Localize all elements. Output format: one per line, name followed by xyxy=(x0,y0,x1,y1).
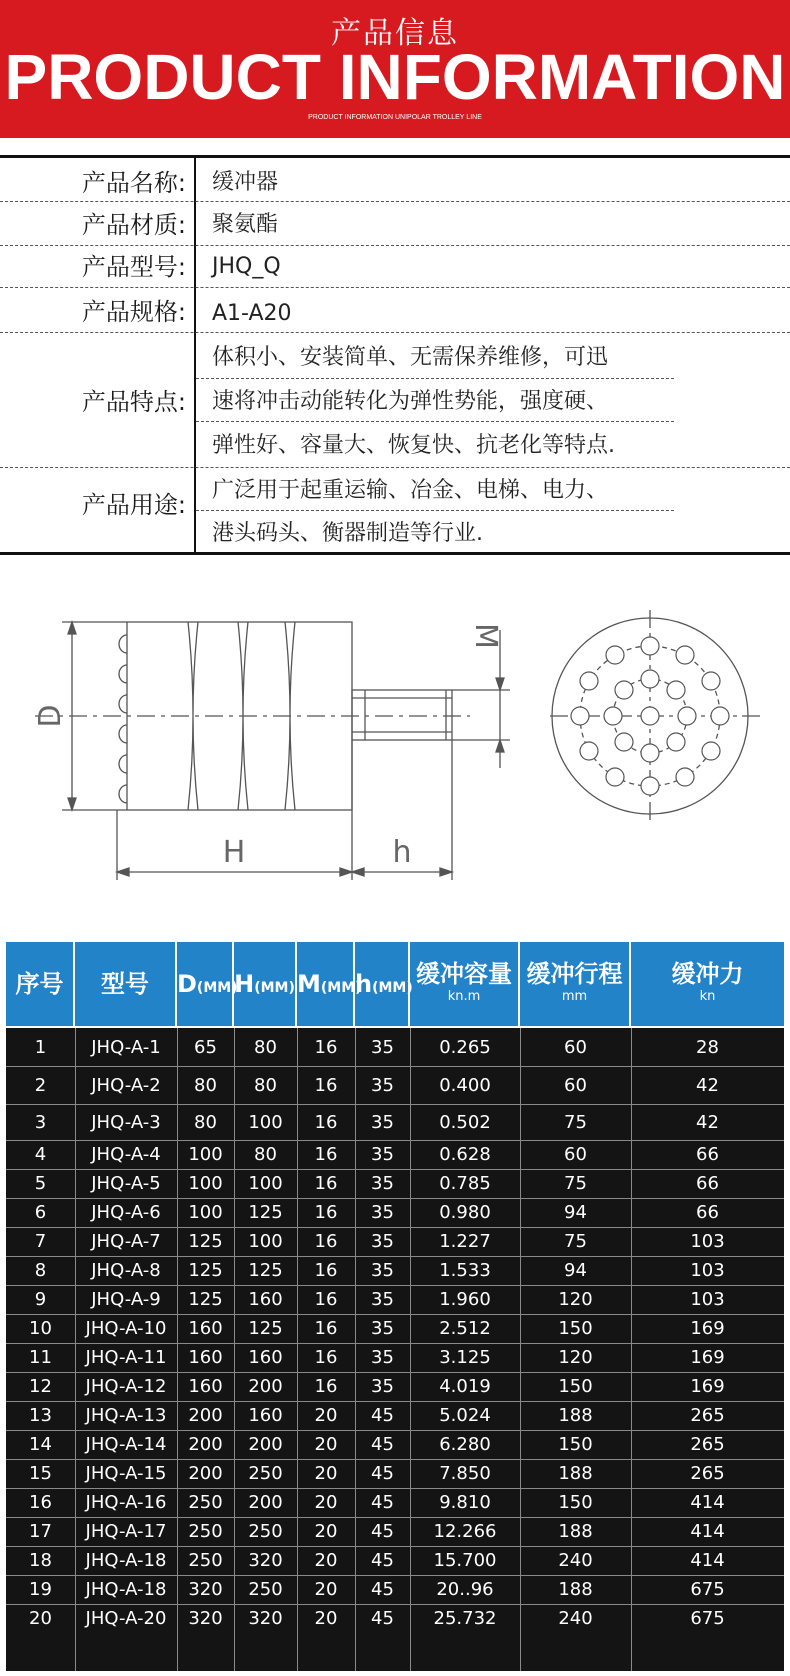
table-cell: 16 xyxy=(314,1376,338,1397)
table-cell: 20 xyxy=(314,1492,338,1513)
name-label: 产品名称: xyxy=(81,169,186,197)
table-row xyxy=(6,1256,784,1285)
column-header-label: M(MM) xyxy=(297,970,362,998)
table-cell: 9.810 xyxy=(439,1492,491,1513)
table-cell: 45 xyxy=(371,1608,394,1629)
table-cell: JHQ-A-20 xyxy=(85,1608,167,1629)
features-subline xyxy=(196,378,674,379)
table-cell: 7 xyxy=(34,1231,47,1252)
table-row xyxy=(6,1028,784,1066)
table-cell: JHQ-A-18 xyxy=(85,1550,167,1571)
table-cell: 94 xyxy=(564,1260,587,1281)
table-cell: 16 xyxy=(314,1036,338,1058)
table-cell: 16 xyxy=(314,1173,338,1194)
left-bumps xyxy=(119,635,127,803)
spec-table-body xyxy=(6,1028,784,1671)
column-header xyxy=(355,942,413,1026)
table-cell: 200 xyxy=(188,1463,223,1484)
column-header xyxy=(297,942,362,1026)
column-divider xyxy=(297,1028,298,1671)
table-cell: 42 xyxy=(696,1074,719,1096)
table-cell: 42 xyxy=(696,1111,719,1133)
table-cell: 60 xyxy=(564,1074,587,1096)
table-row xyxy=(6,1227,784,1256)
table-cell: 35 xyxy=(371,1036,394,1058)
table-cell: 20..96 xyxy=(436,1579,494,1600)
table-cell: 125 xyxy=(248,1202,283,1223)
table-cell: 414 xyxy=(690,1492,725,1513)
column-header-label: 缓冲行程 xyxy=(526,960,623,988)
table-cell: 35 xyxy=(371,1111,394,1133)
table-cell: 16 xyxy=(314,1074,338,1096)
table-cell: 20 xyxy=(314,1434,338,1455)
column-header-label: 序号 xyxy=(15,970,64,998)
table-cell: 35 xyxy=(371,1231,394,1252)
usage-subline xyxy=(196,510,674,511)
features-subline xyxy=(196,421,674,422)
table-cell: 103 xyxy=(690,1289,725,1310)
table-cell: 80 xyxy=(254,1074,277,1096)
table-row xyxy=(6,1285,784,1314)
table-cell: 75 xyxy=(564,1173,587,1194)
dim-label-d: D xyxy=(33,704,68,728)
table-cell: 65 xyxy=(194,1036,217,1058)
table-row xyxy=(6,1430,784,1459)
table-cell: 60 xyxy=(564,1036,587,1058)
table-cell: 45 xyxy=(371,1405,394,1426)
table-cell: 12.266 xyxy=(433,1521,497,1542)
table-cell: JHQ-A-4 xyxy=(91,1144,161,1165)
header-banner xyxy=(0,0,790,138)
table-cell: JHQ-A-18 xyxy=(85,1579,167,1600)
table-cell: 125 xyxy=(188,1260,223,1281)
column-header-unit-inline: (MM) xyxy=(254,980,295,996)
table-cell: 320 xyxy=(188,1608,223,1629)
features-label: 产品特点: xyxy=(81,388,186,416)
table-cell: 1.960 xyxy=(439,1289,491,1310)
features-line-3: 弹性好、容量大、恢复快、抗老化等特点. xyxy=(212,433,615,458)
banner-subtitle: PRODUCT INFORMATION UNIPOLAR TROLLEY LINE xyxy=(308,114,482,121)
table-cell: 169 xyxy=(690,1318,725,1339)
column-header-label: h(MM) xyxy=(355,970,413,998)
table-cell: 100 xyxy=(188,1173,223,1194)
material-label: 产品材质: xyxy=(81,211,186,239)
table-row xyxy=(6,1604,784,1633)
table-row xyxy=(6,1546,784,1575)
table-row xyxy=(6,1104,784,1140)
table-cell: 103 xyxy=(690,1231,725,1252)
table-cell: 125 xyxy=(188,1231,223,1252)
column-divider xyxy=(355,1028,356,1671)
table-cell: 250 xyxy=(248,1521,283,1542)
column-header xyxy=(631,942,784,1026)
table-cell: 414 xyxy=(690,1521,725,1542)
table-cell: 45 xyxy=(371,1434,394,1455)
table-cell: 10 xyxy=(29,1318,52,1339)
table-cell: 35 xyxy=(371,1260,394,1281)
table-cell: 75 xyxy=(564,1111,587,1133)
table-cell: 120 xyxy=(558,1289,593,1310)
table-cell: 20 xyxy=(314,1579,338,1600)
table-cell: 414 xyxy=(690,1550,725,1571)
table-cell: JHQ-A-7 xyxy=(91,1231,161,1252)
table-cell: 265 xyxy=(690,1405,725,1426)
table-cell: 100 xyxy=(248,1111,283,1133)
table-cell: 250 xyxy=(188,1492,223,1513)
table-cell: 250 xyxy=(248,1579,283,1600)
table-cell: 160 xyxy=(188,1376,223,1397)
column-header xyxy=(6,942,75,1026)
table-cell: 188 xyxy=(558,1405,593,1426)
table-cell: 20 xyxy=(314,1405,338,1426)
table-cell: 2.512 xyxy=(439,1318,491,1339)
table-cell: 125 xyxy=(248,1260,283,1281)
column-header xyxy=(177,942,238,1026)
table-cell: 16 xyxy=(29,1492,52,1513)
table-cell: 45 xyxy=(371,1492,394,1513)
spec-value: A1-A20 xyxy=(212,301,292,326)
features-line-1: 体积小、安装简单、无需保养维修，可迅 xyxy=(212,345,609,370)
usage-line-1: 广泛用于起重运输、冶金、电梯、电力、 xyxy=(212,478,609,503)
table-cell: 200 xyxy=(248,1434,283,1455)
column-divider xyxy=(520,1028,521,1671)
table-cell: JHQ-A-9 xyxy=(91,1289,161,1310)
table-cell: 1.227 xyxy=(439,1231,491,1252)
table-cell: 45 xyxy=(371,1550,394,1571)
column-header-label: 型号 xyxy=(101,970,149,998)
table-cell: 94 xyxy=(564,1202,587,1223)
table-row xyxy=(6,1343,784,1372)
model-value: JHQ_Q xyxy=(212,254,281,279)
table-cell: 20 xyxy=(314,1550,338,1571)
table-cell: 20 xyxy=(29,1608,52,1629)
table-cell: JHQ-A-1 xyxy=(91,1036,161,1058)
dim-label-h: H xyxy=(222,835,246,870)
banner-title-en: PRODUCT INFORMATION xyxy=(4,41,786,113)
table-cell: 16 xyxy=(314,1144,338,1165)
table-cell: 7.850 xyxy=(439,1463,491,1484)
spec-label: 产品规格: xyxy=(81,298,186,326)
table-cell: 320 xyxy=(248,1550,283,1571)
table-cell: 4.019 xyxy=(439,1376,491,1397)
table-cell: 265 xyxy=(690,1434,725,1455)
table-cell: 120 xyxy=(558,1347,593,1368)
usage-label: 产品用途: xyxy=(81,491,186,519)
table-cell: JHQ-A-15 xyxy=(85,1463,167,1484)
column-divider xyxy=(75,1028,76,1671)
material-value: 聚氨酯 xyxy=(212,212,279,237)
table-cell: 150 xyxy=(558,1492,593,1513)
column-header-unit-inline: (MM) xyxy=(320,980,362,996)
table-cell: 6.280 xyxy=(439,1434,491,1455)
table-cell: JHQ-A-14 xyxy=(85,1434,167,1455)
table-cell: 66 xyxy=(696,1144,719,1165)
table-cell: 16 xyxy=(314,1318,338,1339)
table-cell: 0.628 xyxy=(439,1144,491,1165)
table-cell: 5 xyxy=(34,1173,47,1194)
table-cell: 0.400 xyxy=(439,1074,491,1096)
table-cell: 103 xyxy=(690,1260,725,1281)
column-header-label: D(MM) xyxy=(177,970,238,998)
table-cell: 80 xyxy=(194,1074,217,1096)
table-cell: 17 xyxy=(29,1521,52,1542)
table-cell: JHQ-A-6 xyxy=(91,1202,161,1223)
table-cell: 0.265 xyxy=(439,1036,491,1058)
table-cell: JHQ-A-3 xyxy=(91,1111,161,1133)
table-cell: 125 xyxy=(188,1289,223,1310)
table-cell: 320 xyxy=(188,1579,223,1600)
table-cell: 6 xyxy=(34,1202,47,1223)
table-cell: 675 xyxy=(690,1579,725,1600)
model-label: 产品型号: xyxy=(81,253,186,281)
column-divider xyxy=(631,1028,632,1671)
table-row xyxy=(6,1140,784,1169)
column-header-unit-inline: (MM) xyxy=(372,980,413,996)
table-cell: JHQ-A-16 xyxy=(85,1492,167,1513)
table-cell: 5.024 xyxy=(439,1405,491,1426)
table-cell: 18 xyxy=(29,1550,52,1571)
table-row xyxy=(6,1198,784,1227)
table-cell: 100 xyxy=(188,1144,223,1165)
table-cell: JHQ-A-13 xyxy=(85,1405,167,1426)
table-cell: 16 xyxy=(314,1202,338,1223)
table-row xyxy=(6,1169,784,1198)
table-cell: 100 xyxy=(248,1173,283,1194)
table-cell: 240 xyxy=(558,1550,593,1571)
table-cell: 200 xyxy=(248,1492,283,1513)
table-cell: 11 xyxy=(29,1347,52,1368)
column-header-unit: kn xyxy=(699,989,716,1004)
column-header xyxy=(234,942,297,1026)
table-cell: 16 xyxy=(314,1347,338,1368)
table-cell: 45 xyxy=(371,1579,394,1600)
dim-label-small-h: h xyxy=(392,835,412,870)
table-cell: 188 xyxy=(558,1463,593,1484)
table-cell: 2 xyxy=(34,1074,47,1096)
table-cell: 15.700 xyxy=(433,1550,497,1571)
table-cell: 169 xyxy=(690,1347,725,1368)
banner-title-cn: 产品信息 xyxy=(331,16,459,51)
table-row xyxy=(6,1575,784,1604)
table-cell: 16 xyxy=(314,1111,338,1133)
table-cell: 60 xyxy=(564,1144,587,1165)
column-header xyxy=(75,942,177,1026)
name-value: 缓冲器 xyxy=(212,170,279,195)
table-cell: 0.980 xyxy=(439,1202,491,1223)
table-cell: 80 xyxy=(194,1111,217,1133)
table-cell: 200 xyxy=(188,1405,223,1426)
table-cell: 35 xyxy=(371,1347,394,1368)
table-cell: 45 xyxy=(371,1463,394,1484)
table-cell: 35 xyxy=(371,1074,394,1096)
table-cell: 80 xyxy=(254,1036,277,1058)
table-cell: 15 xyxy=(29,1463,52,1484)
table-cell: 0.502 xyxy=(439,1111,491,1133)
table-row xyxy=(6,1517,784,1546)
table-cell: 4 xyxy=(34,1144,47,1165)
table-cell: 16 xyxy=(314,1260,338,1281)
table-cell: 200 xyxy=(248,1376,283,1397)
table-cell: 1.533 xyxy=(439,1260,491,1281)
table-cell: 150 xyxy=(558,1318,593,1339)
column-header-unit-inline: (MM) xyxy=(196,980,238,996)
table-cell: 35 xyxy=(371,1144,394,1165)
table-row xyxy=(6,1459,784,1488)
table-cell: 160 xyxy=(248,1405,283,1426)
column-divider xyxy=(177,1028,178,1671)
table-cell: 35 xyxy=(371,1289,394,1310)
table-row xyxy=(6,1401,784,1430)
table-cell: 66 xyxy=(696,1202,719,1223)
table-cell: 80 xyxy=(254,1144,277,1165)
table-cell: 45 xyxy=(371,1521,394,1542)
table-cell: 240 xyxy=(558,1608,593,1629)
table-cell: 169 xyxy=(690,1376,725,1397)
column-header xyxy=(410,942,520,1026)
table-cell: JHQ-A-8 xyxy=(91,1260,161,1281)
table-cell: 188 xyxy=(558,1579,593,1600)
table-cell: 35 xyxy=(371,1173,394,1194)
table-cell: 250 xyxy=(188,1521,223,1542)
table-cell: 125 xyxy=(248,1318,283,1339)
technical-drawing xyxy=(0,590,790,910)
table-cell: 3 xyxy=(34,1111,47,1133)
table-cell: JHQ-A-5 xyxy=(91,1173,161,1194)
table-cell: 8 xyxy=(34,1260,47,1281)
table-row xyxy=(6,1314,784,1343)
table-cell: 0.785 xyxy=(439,1173,491,1194)
table-cell: 188 xyxy=(558,1521,593,1542)
spec-table-header xyxy=(6,942,784,1026)
features-line-2: 速将冲击动能转化为弹性势能，强度硬、 xyxy=(212,389,609,414)
table-row xyxy=(6,1488,784,1517)
table-cell: 13 xyxy=(29,1405,52,1426)
table-row xyxy=(6,1372,784,1401)
table-cell: 20 xyxy=(314,1463,338,1484)
table-cell: 200 xyxy=(188,1434,223,1455)
table-cell: 75 xyxy=(564,1231,587,1252)
table-row xyxy=(6,1066,784,1104)
table-cell: 1 xyxy=(34,1036,47,1058)
table-cell: 160 xyxy=(248,1347,283,1368)
column-header-label: 缓冲力 xyxy=(671,960,744,988)
table-cell: 160 xyxy=(188,1318,223,1339)
table-cell: 16 xyxy=(314,1289,338,1310)
table-cell: 160 xyxy=(248,1289,283,1310)
table-cell: 25.732 xyxy=(433,1608,497,1629)
column-header-label: 缓冲容量 xyxy=(416,960,512,988)
table-cell: 3.125 xyxy=(439,1347,491,1368)
table-cell: 250 xyxy=(188,1550,223,1571)
table-cell: JHQ-A-2 xyxy=(91,1074,161,1096)
dim-label-m: M xyxy=(468,623,503,649)
table-cell: 675 xyxy=(690,1608,725,1629)
table-cell: 16 xyxy=(314,1231,338,1252)
table-cell: JHQ-A-12 xyxy=(85,1376,167,1397)
column-divider xyxy=(410,1028,411,1671)
table-cell: 35 xyxy=(371,1202,394,1223)
table-cell: 320 xyxy=(248,1608,283,1629)
table-cell: 100 xyxy=(188,1202,223,1223)
table-cell: 19 xyxy=(29,1579,52,1600)
table-cell: JHQ-A-11 xyxy=(85,1347,167,1368)
table-cell: 9 xyxy=(34,1289,47,1310)
table-cell: 265 xyxy=(690,1463,725,1484)
table-cell: 35 xyxy=(371,1318,394,1339)
table-cell: 160 xyxy=(188,1347,223,1368)
column-divider xyxy=(234,1028,235,1671)
column-header xyxy=(520,942,631,1026)
table-cell: 150 xyxy=(558,1376,593,1397)
table-cell: JHQ-A-10 xyxy=(85,1318,167,1339)
table-cell: 14 xyxy=(29,1434,52,1455)
table-cell: JHQ-A-17 xyxy=(85,1521,167,1542)
column-header-unit: mm xyxy=(561,989,588,1004)
table-cell: 20 xyxy=(314,1521,338,1542)
usage-line-2: 港头码头、衡器制造等行业. xyxy=(212,521,483,546)
table-cell: 100 xyxy=(248,1231,283,1252)
table-cell: 35 xyxy=(371,1376,394,1397)
table-cell: 12 xyxy=(29,1376,52,1397)
column-header-unit: kn.m xyxy=(447,989,481,1004)
table-cell: 28 xyxy=(696,1036,719,1058)
column-header-label: H(MM) xyxy=(234,970,295,998)
table-cell: 66 xyxy=(696,1173,719,1194)
table-cell: 20 xyxy=(314,1608,338,1629)
table-cell: 250 xyxy=(248,1463,283,1484)
table-cell: 150 xyxy=(558,1434,593,1455)
